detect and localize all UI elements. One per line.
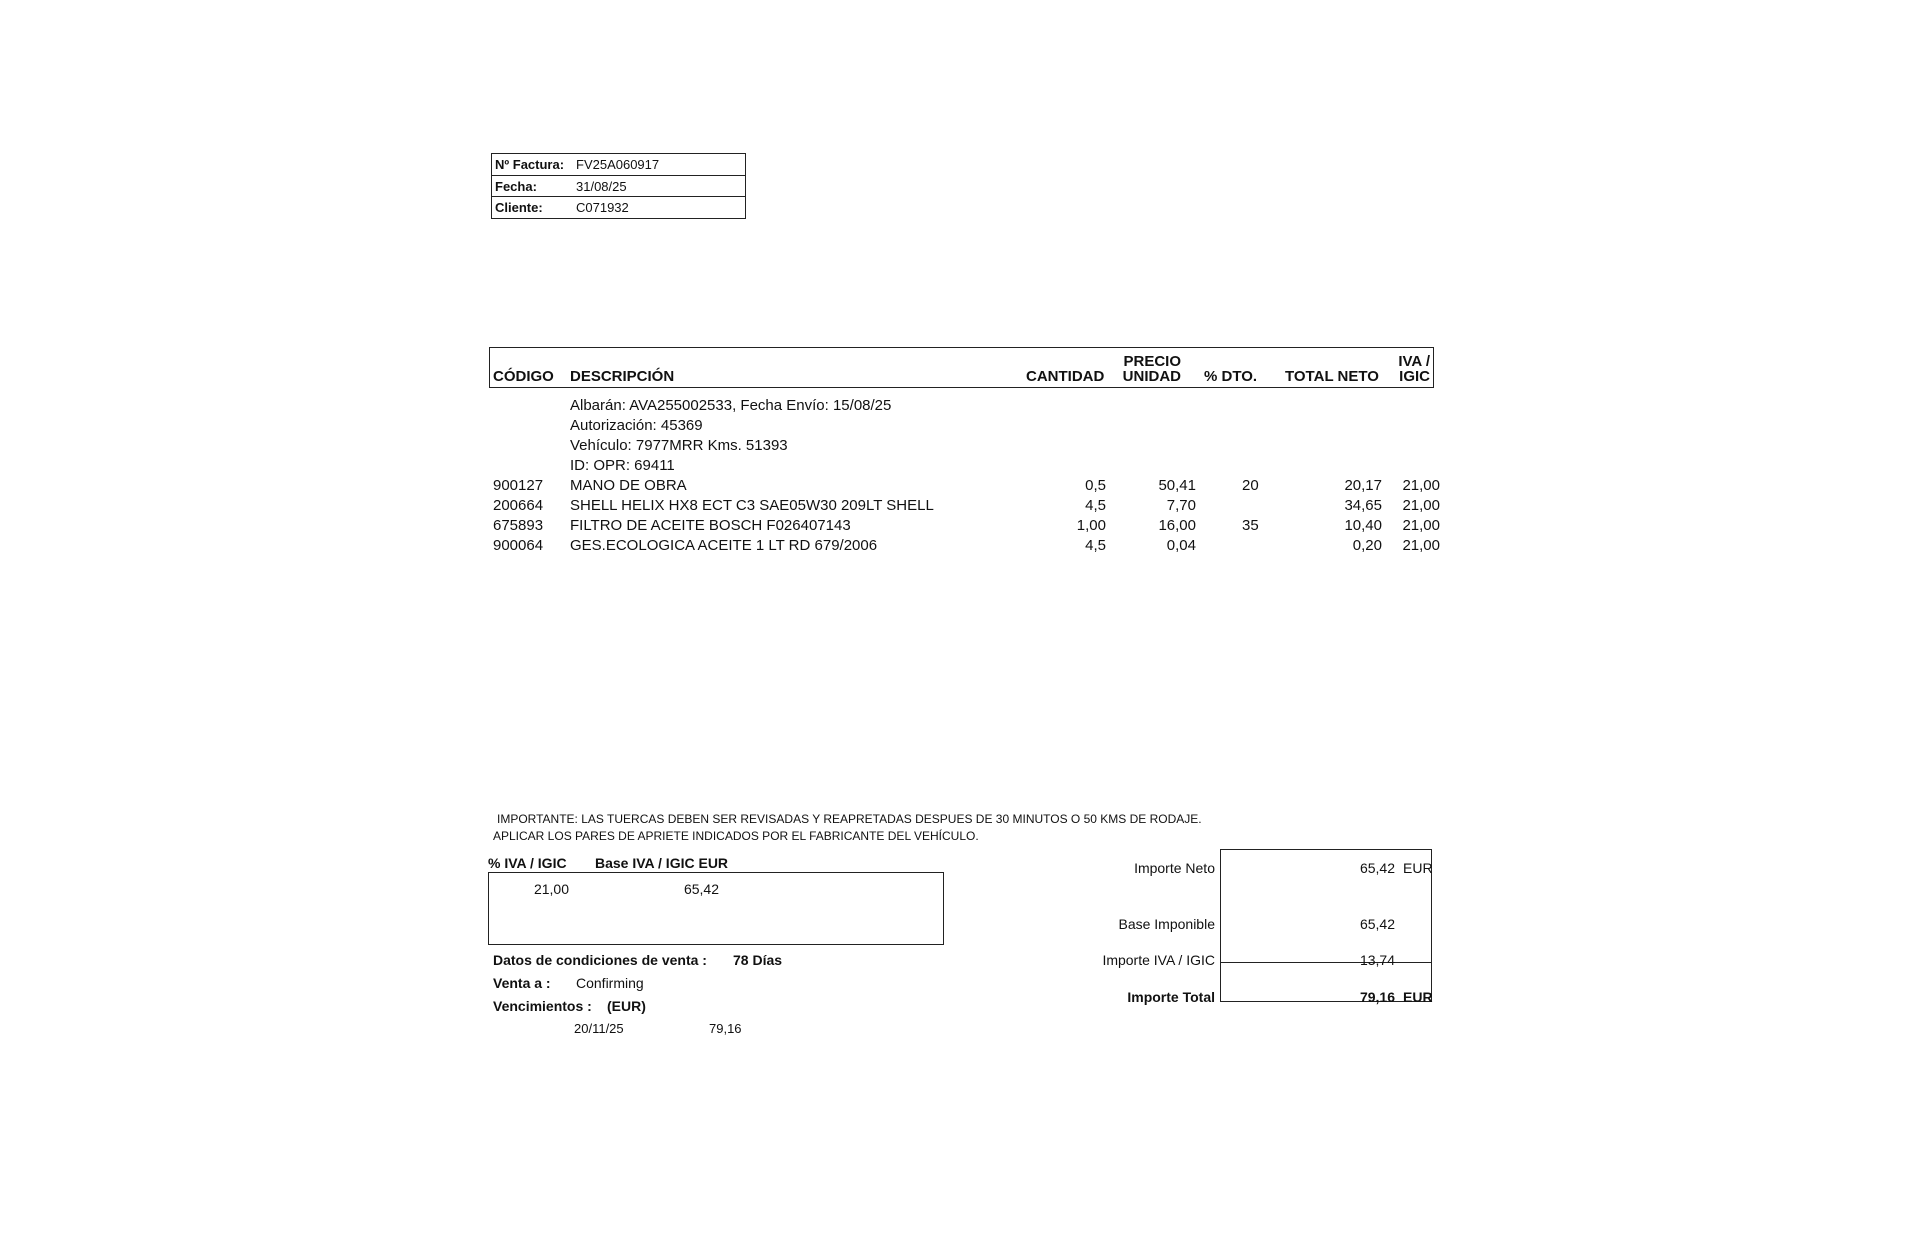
row-descripcion: FILTRO DE ACEITE BOSCH F026407143 [570, 517, 851, 534]
row-codigo: 675893 [493, 517, 544, 534]
sale-to-value: Confirming [576, 975, 644, 991]
row-cantidad: 4,5 [1085, 537, 1106, 554]
row-total: 20,17 [1344, 477, 1382, 494]
notice-line-2: APLICAR LOS PARES DE APRIETE INDICADOS POR EL FABRICANTE DEL VEHÍCULO. [493, 829, 979, 843]
taxable-base-label: Base Imponible [1118, 916, 1215, 932]
invoice-number-label: Nº Factura: [495, 157, 565, 172]
col-dto: % DTO. [1204, 368, 1258, 385]
row-precio: 0,04 [1166, 537, 1196, 554]
tax-amount-label: Importe IVA / IGIC [1102, 952, 1215, 968]
row-cantidad: 0,5 [1085, 477, 1106, 494]
col-iva-line1: IVA / [1398, 353, 1430, 370]
row-cantidad: 1,00 [1076, 517, 1106, 534]
row-precio: 50,41 [1158, 477, 1196, 494]
note-line: Vehículo: 7977MRR Kms. 51393 [570, 437, 788, 454]
iva-base-value: 65,42 [683, 881, 719, 897]
row-descripcion: SHELL HELIX HX8 ECT C3 SAE05W30 209LT SHELL [570, 497, 934, 514]
due-date: 20/11/25 [574, 1021, 624, 1036]
row-codigo: 900064 [493, 537, 544, 554]
row-descripcion: GES.ECOLOGICA ACEITE 1 LT RD 679/2006 [570, 537, 878, 554]
col-iva-line2: IGIC [1399, 368, 1430, 385]
row-descripcion: MANO DE OBRA [570, 477, 687, 494]
row-total: 34,65 [1344, 497, 1382, 514]
iva-pct-label: % IVA / IGIC [488, 855, 567, 871]
row-iva: 21,00 [1402, 517, 1440, 534]
net-amount-currency: EUR [1403, 860, 1433, 876]
net-amount-label: Importe Neto [1134, 860, 1215, 876]
col-total-neto: TOTAL NETO [1285, 368, 1379, 385]
col-cantidad: CANTIDAD [1026, 368, 1105, 385]
row-codigo: 200664 [493, 497, 544, 514]
row-iva: 21,00 [1402, 497, 1440, 514]
iva-pct-value: 21,00 [533, 881, 569, 897]
iva-base-label: Base IVA / IGIC EUR [595, 855, 729, 871]
row-iva: 21,00 [1402, 537, 1440, 554]
row-cantidad: 4,5 [1085, 497, 1106, 514]
notice-line-1: IMPORTANTE: LAS TUERCAS DEBEN SER REVISADAS Y REAPRETADAS DESPUES DE 30 MINUTOS O 50 KMS DE RODAJE. [497, 812, 1202, 826]
iva-summary-box [488, 872, 944, 945]
invoice-number-row [492, 154, 745, 175]
invoice-date-row [492, 175, 745, 197]
row-dto: 20 [1242, 477, 1259, 494]
invoice-number-value: FV25A060917 [576, 157, 660, 172]
due-dates-label: Vencimientos : [493, 998, 592, 1014]
note-line: Albarán: AVA255002533, Fecha Envío: 15/08/25 [570, 397, 892, 414]
invoice-date-value: 31/08/25 [576, 179, 627, 194]
client-row [492, 196, 745, 218]
conditions-label: Datos de condiciones de venta : [493, 952, 707, 968]
invoice-date-label: Fecha: [495, 179, 537, 194]
sale-to-label: Venta a : [493, 975, 551, 991]
row-codigo: 900127 [493, 477, 544, 494]
tax-amount-value: 13,74 [1359, 952, 1395, 968]
row-precio: 16,00 [1158, 517, 1196, 534]
col-precio-line2: UNIDAD [1122, 368, 1181, 385]
invoice-header-box [491, 153, 746, 219]
client-label: Cliente: [495, 200, 543, 215]
client-value: C071932 [576, 200, 629, 215]
total-amount-value: 79,16 [1359, 989, 1395, 1005]
row-precio: 7,70 [1166, 497, 1196, 514]
net-amount-value: 65,42 [1359, 860, 1395, 876]
conditions-value: 78 Días [733, 952, 783, 968]
col-descripcion: DESCRIPCIÓN [570, 368, 675, 385]
col-codigo: CÓDIGO [493, 368, 554, 385]
col-precio-line1: PRECIO [1123, 353, 1181, 370]
total-amount-label: Importe Total [1127, 989, 1215, 1005]
due-dates-currency: (EUR) [607, 998, 646, 1014]
note-line: Autorización: 45369 [570, 417, 703, 434]
row-total: 10,40 [1344, 517, 1382, 534]
row-total: 0,20 [1352, 537, 1382, 554]
taxable-base-value: 65,42 [1359, 916, 1395, 932]
row-dto: 35 [1242, 517, 1259, 534]
due-amount: 79,16 [709, 1021, 742, 1036]
row-iva: 21,00 [1402, 477, 1440, 494]
note-line: ID: OPR: 69411 [570, 457, 675, 474]
items-table-header [489, 347, 1434, 388]
total-amount-currency: EUR [1403, 989, 1433, 1005]
